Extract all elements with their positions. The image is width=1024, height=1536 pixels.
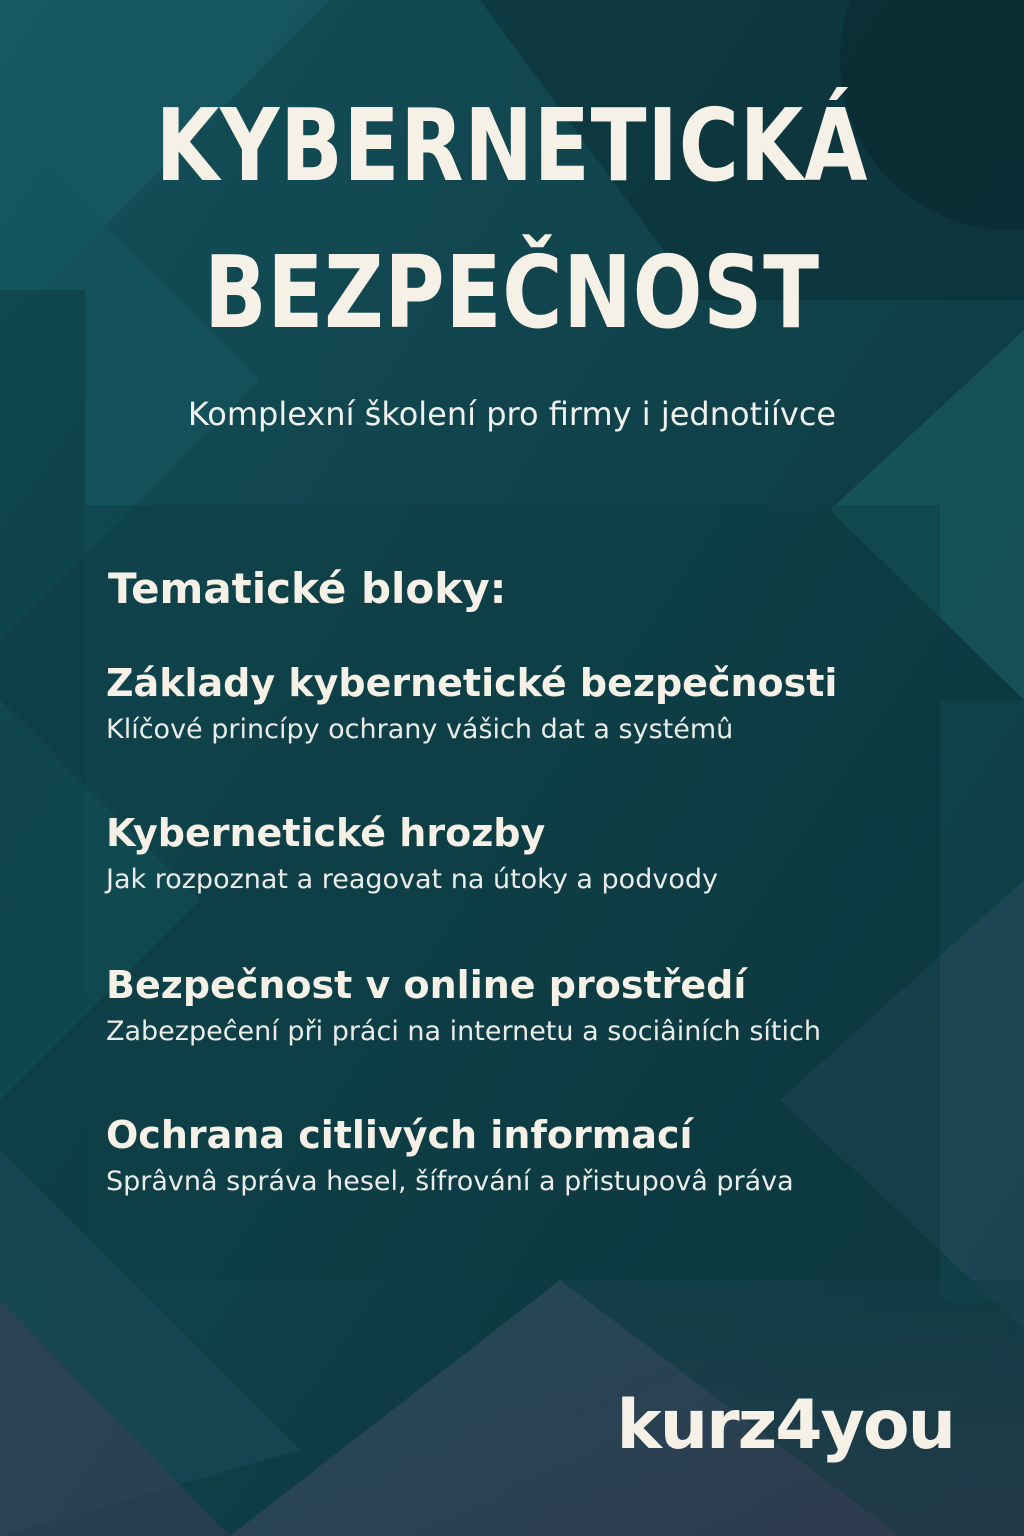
- topic-title: Základy kybernetické bezpečnosti: [106, 661, 838, 705]
- topic-item: [106, 661, 936, 745]
- topic-title: Bezpečnost v online prostředí: [106, 963, 747, 1007]
- topic-item: [106, 811, 936, 895]
- brand-logo: kurz4you: [616, 1386, 954, 1465]
- topic-description: Sprâvnâ správa hesel, šífrování a přistupovâ práva: [106, 1166, 794, 1197]
- title-line-2: BEZPEČNOST: [204, 234, 820, 351]
- section-heading: Tematické bloky:: [108, 564, 507, 613]
- subtitle: Komplexní školení pro firmy i jednotiívce: [187, 395, 837, 433]
- topic-description: Jak rozpoznat a reagovat na útoky a podvody: [106, 864, 718, 895]
- topic-title: Ochrana citlivých informací: [106, 1113, 693, 1157]
- topic-description: Klíčové princípy ochrany vášich dat a systémû: [106, 714, 734, 745]
- topic-item: [106, 963, 936, 1047]
- title-line-1: KYBERNETICKÁ: [155, 87, 869, 204]
- topic-item: [106, 1113, 936, 1197]
- topic-description: Zabezpeĉení při práci na internetu a sociâiních sítich: [106, 1016, 821, 1047]
- topic-title: Kybernetické hrozby: [106, 811, 546, 855]
